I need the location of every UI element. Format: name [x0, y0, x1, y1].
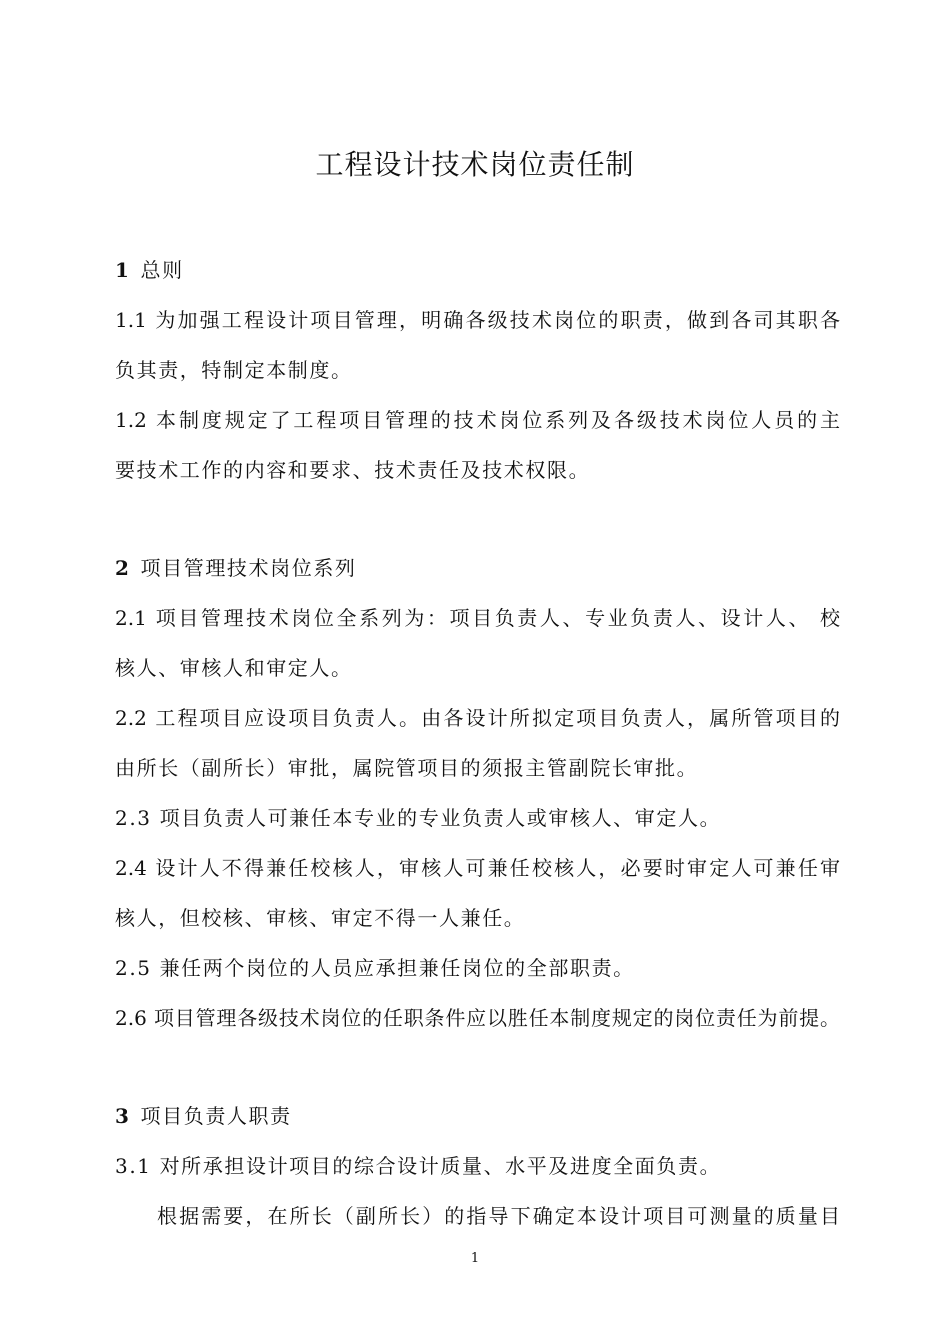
paragraph-line: 2.1 项目管理技术岗位全系列为：项目负责人、专业负责人、设计人、 校 [115, 606, 840, 630]
section-number: 3 [115, 1104, 131, 1128]
paragraph-line: 3.1 对所承担设计项目的综合设计质量、水平及进度全面负责。 [115, 1154, 722, 1178]
paragraph-line: 1.2 本制度规定了工程项目管理的技术岗位系列及各级技术岗位人员的主 [115, 408, 840, 432]
paragraph-line: 2.6 项目管理各级技术岗位的任职条件应以胜任本制度规定的岗位责任为前提。 [115, 1006, 840, 1030]
section-title: 总则 [140, 258, 184, 282]
paragraph-line: 负其责，特制定本制度。 [115, 358, 353, 382]
section-number: 1 [115, 258, 131, 282]
paragraph-line: 核人，但校核、审核、审定不得一人兼任。 [115, 906, 526, 930]
paragraph-line: 由所长（副所长）审批，属院管项目的须报主管副院长审批。 [115, 756, 699, 780]
paragraph-line: 2.5 兼任两个岗位的人员应承担兼任岗位的全部职责。 [115, 956, 635, 980]
section-title: 项目管理技术岗位系列 [140, 556, 357, 580]
page-number: 1 [470, 1251, 480, 1266]
section-heading [115, 553, 840, 583]
document-title: 工程设计技术岗位责任制 [315, 148, 635, 181]
paragraph-line: 1.1 为加强工程设计项目管理，明确各级技术岗位的职责，做到各司其职各 [115, 308, 840, 332]
paragraph-line: 2.2 工程项目应设项目负责人。由各设计所拟定项目负责人，属所管项目的 [115, 706, 840, 730]
paragraph-line: 2.4 设计人不得兼任校核人，审核人可兼任校核人，必要时审定人可兼任审 [115, 856, 840, 880]
section-heading [115, 255, 840, 285]
paragraph-line: 要技术工作的内容和要求、技术责任及技术权限。 [115, 458, 591, 482]
paragraph-line: 根据需要，在所长（副所长）的指导下确定本设计项目可测量的质量目 [157, 1204, 840, 1228]
section-title: 项目负责人职责 [140, 1104, 292, 1128]
section-number: 2 [115, 556, 131, 580]
section-heading [115, 1101, 840, 1131]
paragraph-line: 2.3 项目负责人可兼任本专业的专业负责人或审核人、审定人。 [115, 806, 722, 830]
paragraph-line: 核人、审核人和审定人。 [115, 656, 353, 680]
